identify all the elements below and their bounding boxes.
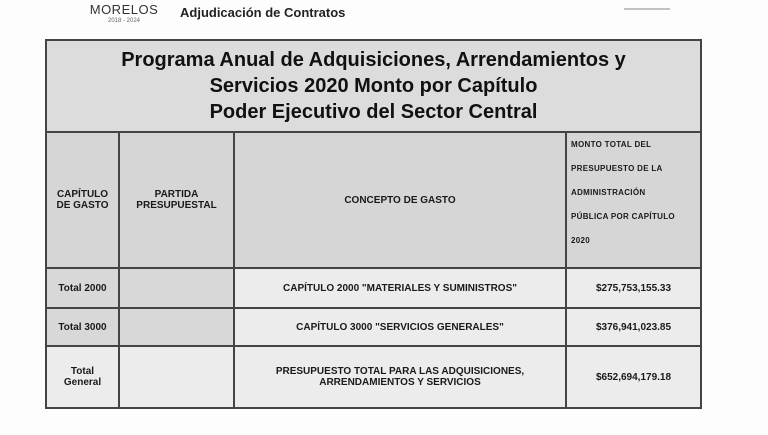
row-concepto-line-1: PRESUPUESTO TOTAL PARA LAS ADQUISICIONES, <box>275 366 525 377</box>
header-monto-line-5: 2020 <box>571 236 590 245</box>
header-monto-line-3: ADMINISTRACIÓN <box>571 188 646 197</box>
document-title <box>46 40 701 132</box>
budget-table <box>45 39 702 409</box>
header-monto-line-1: MONTO TOTAL DEL <box>571 140 652 149</box>
header-capitulo <box>46 132 119 268</box>
header-monto-line-4: PÚBLICA POR CAPÍTULO <box>571 212 675 221</box>
logo-years: 2018 - 2024 <box>107 18 141 24</box>
header-partida-line-2: PRESUPUESTAL <box>136 200 217 211</box>
logo-name: MORELOS <box>89 2 159 17</box>
header-monto <box>566 132 701 268</box>
header-partida-line-1: PARTIDA <box>154 189 199 200</box>
morelos-logo <box>88 0 160 25</box>
header-capitulo-line-2: DE GASTO <box>56 200 109 211</box>
header-title: Adjudicación de Contratos <box>180 5 346 20</box>
header-concepto: CONCEPTO DE GASTO <box>234 132 566 268</box>
row-monto: $275,753,155.33 <box>566 268 701 308</box>
table-row <box>46 268 701 308</box>
header-capitulo-line-1: CAPÍTULO <box>56 189 109 200</box>
row-partida <box>119 308 234 346</box>
title-line-3: Poder Ejecutivo del Sector Central <box>209 101 538 123</box>
row-partida <box>119 346 234 408</box>
row-capitulo-line-2: General <box>63 377 102 388</box>
row-concepto: CAPÍTULO 2000 "MATERIALES Y SUMINISTROS" <box>234 268 566 308</box>
header-partida <box>119 132 234 268</box>
row-capitulo: Total 2000 <box>46 268 119 308</box>
row-concepto <box>234 346 566 408</box>
table-row <box>46 308 701 346</box>
row-capitulo-line-1: Total <box>70 366 95 377</box>
title-line-2: Servicios 2020 Monto por Capítulo <box>209 75 538 97</box>
header-monto-line-2: PRESUPUESTO DE LA <box>571 164 663 173</box>
row-partida <box>119 268 234 308</box>
row-monto: $652,694,179.18 <box>566 346 701 408</box>
right-seal-mark <box>624 0 670 10</box>
title-line-1: Programa Anual de Adquisiciones, Arrendamientos y <box>121 49 626 71</box>
row-concepto: CAPÍTULO 3000 "SERVICIOS GENERALES" <box>234 308 566 346</box>
row-concepto-line-2: ARRENDAMIENTOS Y SERVICIOS <box>319 377 481 388</box>
row-capitulo: Total 3000 <box>46 308 119 346</box>
table-row <box>46 346 701 408</box>
row-monto: $376,941,023.85 <box>566 308 701 346</box>
row-capitulo <box>46 346 119 408</box>
